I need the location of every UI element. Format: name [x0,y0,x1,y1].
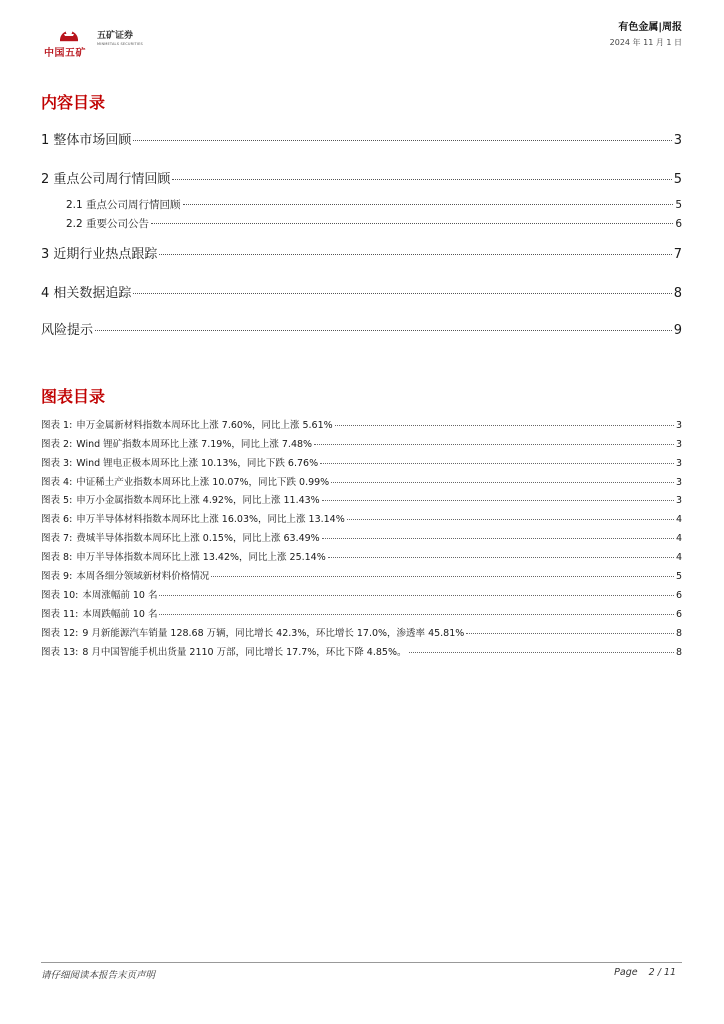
toc-item[interactable] [41,129,682,148]
toc-num: 2 [41,172,50,187]
report-date: 2024 年 11 月 1 日 [609,38,682,47]
toc-label: 重点公司周行情回顾 [86,199,181,211]
dot-leader [466,633,674,634]
figure-label: 图表 3: [41,458,73,469]
figure-page: 4 [675,533,682,544]
figure-text: 9 月新能源汽车销量 128.68 万辆，同比增长 42.3%，环比增长 17.0%，渗透率 45.81% [82,628,465,639]
figure-label: 图表 6: [41,514,73,525]
page-header [0,0,724,64]
figure-item[interactable] [41,455,682,469]
figure-text: 费城半导体指数本周环比上涨 0.15%，同比上涨 63.49% [76,533,320,544]
figure-page: 4 [675,514,682,525]
dot-leader [328,557,674,558]
toc-item[interactable] [41,319,682,338]
securities-name-en: MINMETALS SECURITIES [97,42,143,46]
toc-num: 3 [41,247,50,262]
figure-page: 8 [675,647,682,658]
figures-title: 图表目录 [41,387,106,406]
figure-page: 6 [675,609,682,620]
figure-label: 图表 5: [41,495,73,506]
dot-leader [211,576,674,577]
toc-title: 内容目录 [41,93,106,112]
dot-leader [322,538,674,539]
figure-label: 图表 12: [41,628,79,639]
figure-page: 3 [675,495,682,506]
toc-label: 近期行业热点跟踪 [53,247,158,262]
dot-leader [172,179,671,180]
securities-name: 五矿证券 [97,31,134,41]
figure-text: Wind 锂电正极本周环比上涨 10.13%，同比下跌 6.76% [76,458,319,469]
figure-page: 5 [675,571,682,582]
figure-page: 3 [675,439,682,450]
figure-page: 3 [675,458,682,469]
toc-page: 7 [673,247,682,262]
figure-label: 图表 2: [41,439,73,450]
figure-item[interactable] [41,644,682,658]
dot-leader [133,293,671,294]
toc-num: 2.2 [66,218,83,230]
dot-leader [409,652,674,653]
china-minmetals-logo [44,22,94,59]
figure-text: 本周涨幅前 10 名 [82,590,158,601]
page-indicator [606,967,676,978]
figure-item[interactable] [41,417,682,431]
figure-label: 图表 7: [41,533,73,544]
minmetals-emblem-icon [58,22,80,42]
toc-num: 1 [41,133,50,148]
dot-leader [320,463,674,464]
dot-leader [314,444,674,445]
dot-leader [322,500,674,501]
figure-text: 本周跌幅前 10 名 [82,609,158,620]
toc-item[interactable] [41,168,682,187]
figure-text: 中证稀土产业指数本周环比上涨 10.07%，同比下跌 0.99% [76,477,330,488]
figure-item[interactable] [41,492,682,506]
dot-leader [151,223,673,224]
securities-logo [97,28,143,46]
dot-leader [335,425,674,426]
figure-text: 申万半导体指数本周环比上涨 13.42%，同比上涨 25.14% [76,552,326,563]
dot-leader [159,595,674,596]
figure-text: 申万小金属指数本周环比上涨 4.92%，同比上涨 11.43% [76,495,320,506]
figure-item[interactable] [41,549,682,563]
figure-item[interactable] [41,625,682,639]
figure-text: 8 月中国智能手机出货量 2110 万部，同比增长 17.7%，环比下降 4.85%。 [82,647,407,658]
dot-leader [331,482,674,483]
toc-page: 5 [673,172,682,187]
toc-label: 风险提示 [41,323,94,338]
figure-text: Wind 锂矿指数本周环比上涨 7.19%，同比上涨 7.48% [76,439,313,450]
report-type: 有色金属|周报 [618,22,682,33]
figure-page: 6 [675,590,682,601]
toc-page: 6 [675,218,682,230]
toc-num: 4 [41,286,50,301]
dot-leader [95,330,672,331]
figure-item[interactable] [41,511,682,525]
toc-label: 重点公司周行情回顾 [53,172,171,187]
toc-label: 重要公司公告 [86,218,150,230]
figure-item[interactable] [41,474,682,488]
figure-text: 本周各细分领域新材料价格情况 [76,571,210,582]
figure-item[interactable] [41,530,682,544]
figure-page: 3 [675,420,682,431]
toc-page: 3 [673,133,682,148]
figure-label: 图表 1: [41,420,73,431]
figure-label: 图表 4: [41,477,73,488]
figure-item[interactable] [41,587,682,601]
dot-leader [159,614,674,615]
figure-label: 图表 11: [41,609,79,620]
toc-label: 整体市场回顾 [53,133,132,148]
figure-item[interactable] [41,436,682,450]
page-number: 2 / 11 [648,967,676,978]
figure-label: 图表 9: [41,571,73,582]
figure-label: 图表 13: [41,647,79,658]
toc-page: 5 [675,199,682,211]
figure-label: 图表 10: [41,590,79,601]
dot-leader [133,140,671,141]
figure-text: 申万金属新材料指数本周环比上涨 7.60%，同比上涨 5.61% [76,420,333,431]
toc-subitem[interactable] [66,216,682,231]
figure-item[interactable] [41,606,682,620]
page-word: Page [614,967,638,978]
dot-leader [183,204,674,205]
logo-text: 中国五矿 [44,48,86,59]
toc-page: 9 [673,323,682,338]
figure-page: 3 [675,477,682,488]
toc-label: 相关数据追踪 [53,286,132,301]
figure-page: 8 [675,628,682,639]
figure-page: 4 [675,552,682,563]
figure-label: 图表 8: [41,552,73,563]
dot-leader [159,254,671,255]
toc-subitem[interactable] [66,197,682,212]
footer-disclaimer: 请仔细阅读本报告末页声明 [41,970,156,981]
toc-item[interactable] [41,243,682,262]
toc-num: 2.1 [66,199,83,211]
footer-divider [41,962,682,963]
toc-page: 8 [673,286,682,301]
dot-leader [347,519,674,520]
figure-item[interactable] [41,568,682,582]
figure-text: 申万半导体材料指数本周环比上涨 16.03%，同比上涨 13.14% [76,514,345,525]
toc-item[interactable] [41,282,682,301]
